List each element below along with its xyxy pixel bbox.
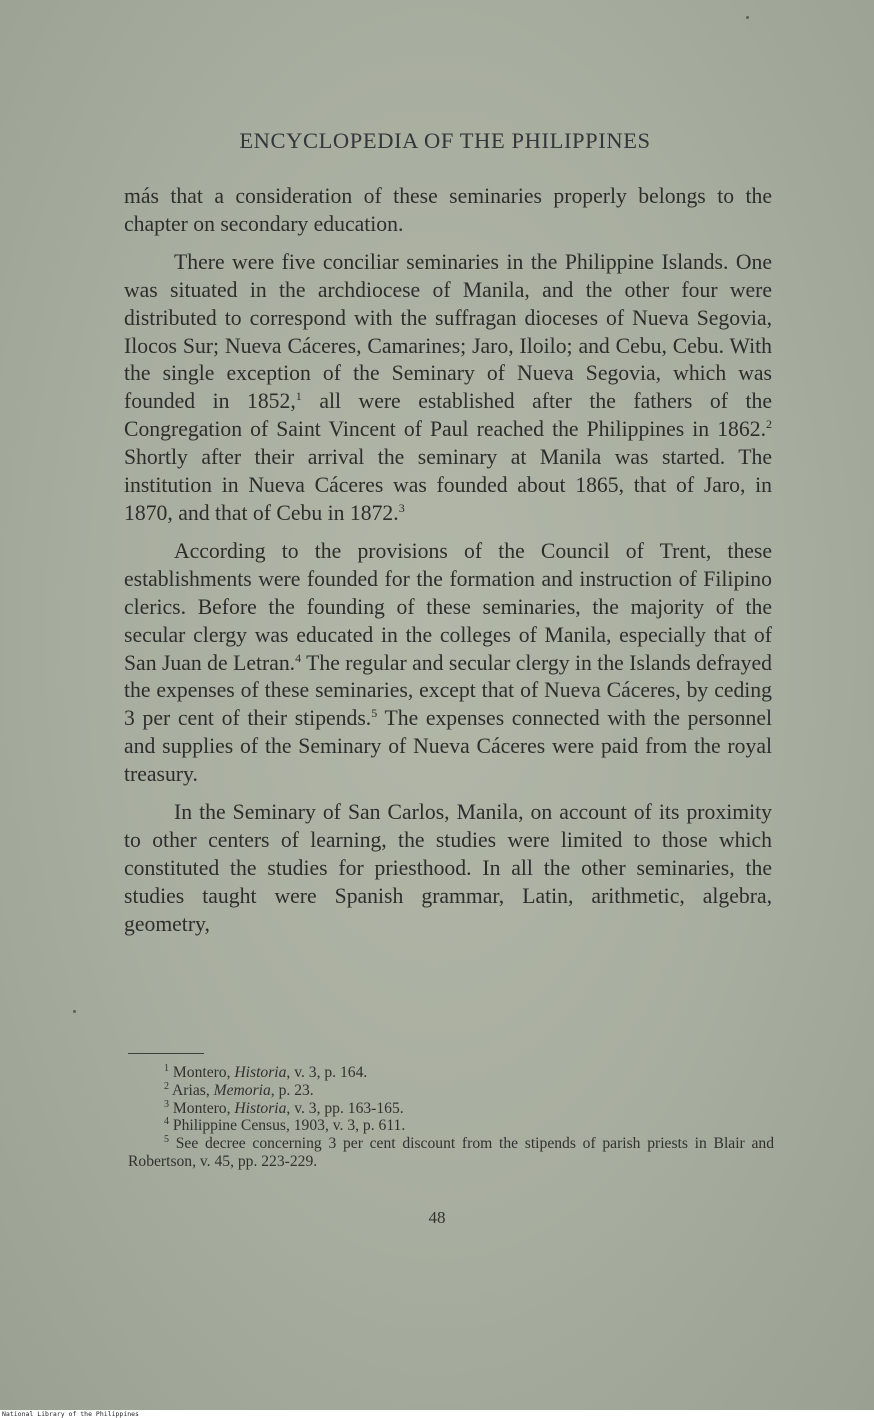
footnote-ref-4: 4 — [295, 650, 302, 665]
footnote-title: Historia — [234, 1099, 287, 1117]
footnote-2 — [128, 1082, 774, 1100]
running-head: ENCYCLOPEDIA OF THE PHILIPPINES — [239, 128, 651, 153]
page-number: 48 — [428, 1208, 446, 1227]
footnote-title: Memoria — [213, 1081, 271, 1099]
paragraph-3-text: According to the provisions of the Council of Trent, these establishments were founded for the formation and instruction of Filipino clerics. Before the founding of these seminaries, the majority of the secular clergy was educated in the colleges of Manila, especially that of San Juan de Letran. — [124, 538, 772, 675]
footnote-ref-3: 3 — [398, 500, 405, 515]
footnote-title: Historia — [234, 1064, 287, 1081]
paragraph-3 — [124, 538, 772, 789]
footnote-text: , v. 3, pp. 163-165. — [286, 1099, 404, 1117]
footnote-rule — [128, 1053, 204, 1054]
footnote-mark: 1 — [164, 1062, 169, 1074]
footnotes — [128, 1064, 774, 1171]
footnote-4 — [128, 1117, 774, 1135]
footnote-mark: 2 — [164, 1080, 169, 1092]
paragraph-4-text: In the Seminary of San Carlos, Manila, on account of its proximity to other centers of learning, the studies were limited to those which constituted the studies for priesthood. In all the other seminaries, the studies taught were Spanish grammar, Latin, arithmetic, algebra, geometry, — [124, 800, 772, 936]
footnote-text: , v. 3, p. 164. — [286, 1064, 368, 1081]
footnote-3 — [128, 1100, 774, 1118]
paragraph-1 — [124, 183, 772, 239]
paragraph-2 — [124, 249, 772, 528]
paragraph-4 — [124, 799, 772, 939]
footnote-mark: 4 — [164, 1116, 169, 1128]
footnote-text: , p. 23. — [270, 1081, 314, 1099]
body-text — [124, 183, 772, 949]
footnote-text: See decree concerning 3 per cent discount from the stipends of parish priests in Blair and Robertson, v. 45, pp. 223-229. — [128, 1135, 774, 1170]
paragraph-3-text: The regular and secular clergy in the Islands defrayed the expenses of these seminaries, except that of Nueva Cáceres, by ceding 3 per cent of their stipends. — [124, 650, 772, 731]
paragraph-2-text: all were established after the fathers of the Congregation of Saint Vincent of Paul reached the Philippines in 1862. — [124, 389, 772, 442]
footnote-5 — [128, 1135, 774, 1171]
library-credit: National Library of the Philippines — [2, 1410, 139, 1418]
footnote-ref-2: 2 — [766, 417, 772, 432]
paper-speck — [73, 1010, 76, 1013]
footnote-text: Arias, — [172, 1081, 214, 1099]
paper-speck — [746, 16, 749, 19]
paragraph-3-text: The expenses connected with the personnel and supplies of the Seminary of Nueva Cáceres were paid from the royal treasury. — [124, 706, 772, 787]
footnote-text: Montero, — [172, 1099, 235, 1117]
paragraph-2-text: There were five conciliar seminaries in the Philippine Islands. One was situated in the archdiocese of Manila, and the other four were distributed to correspond with the suffragan dioceses of Nueva Segovia, Ilocos Sur; Nueva Cáceres, Camarines; Jaro, Iloilo; and Cebu, Cebu. With the single exception of the Seminary of Nueva Segovia, which was founded in 1852, — [124, 249, 772, 414]
footnote-mark: 3 — [164, 1098, 169, 1110]
footnote-1 — [128, 1064, 774, 1082]
paragraph-2-text: Shortly after their arrival the seminary at Manila was started. The institution in Nueva Cáceres was founded about 1865, that of Jaro, in 1870, and that of Cebu in 1872. — [124, 445, 772, 525]
footnote-text: Montero, — [172, 1064, 235, 1081]
footnote-mark: 5 — [164, 1134, 169, 1145]
footnote-ref-1: 1 — [295, 389, 302, 404]
footnote-ref-5: 5 — [371, 706, 378, 721]
paragraph-1-text: más that a consideration of these seminaries properly belongs to the chapter on secondary education. — [124, 184, 772, 236]
footnote-text: Philippine Census, 1903, v. 3, p. 611. — [172, 1117, 406, 1135]
